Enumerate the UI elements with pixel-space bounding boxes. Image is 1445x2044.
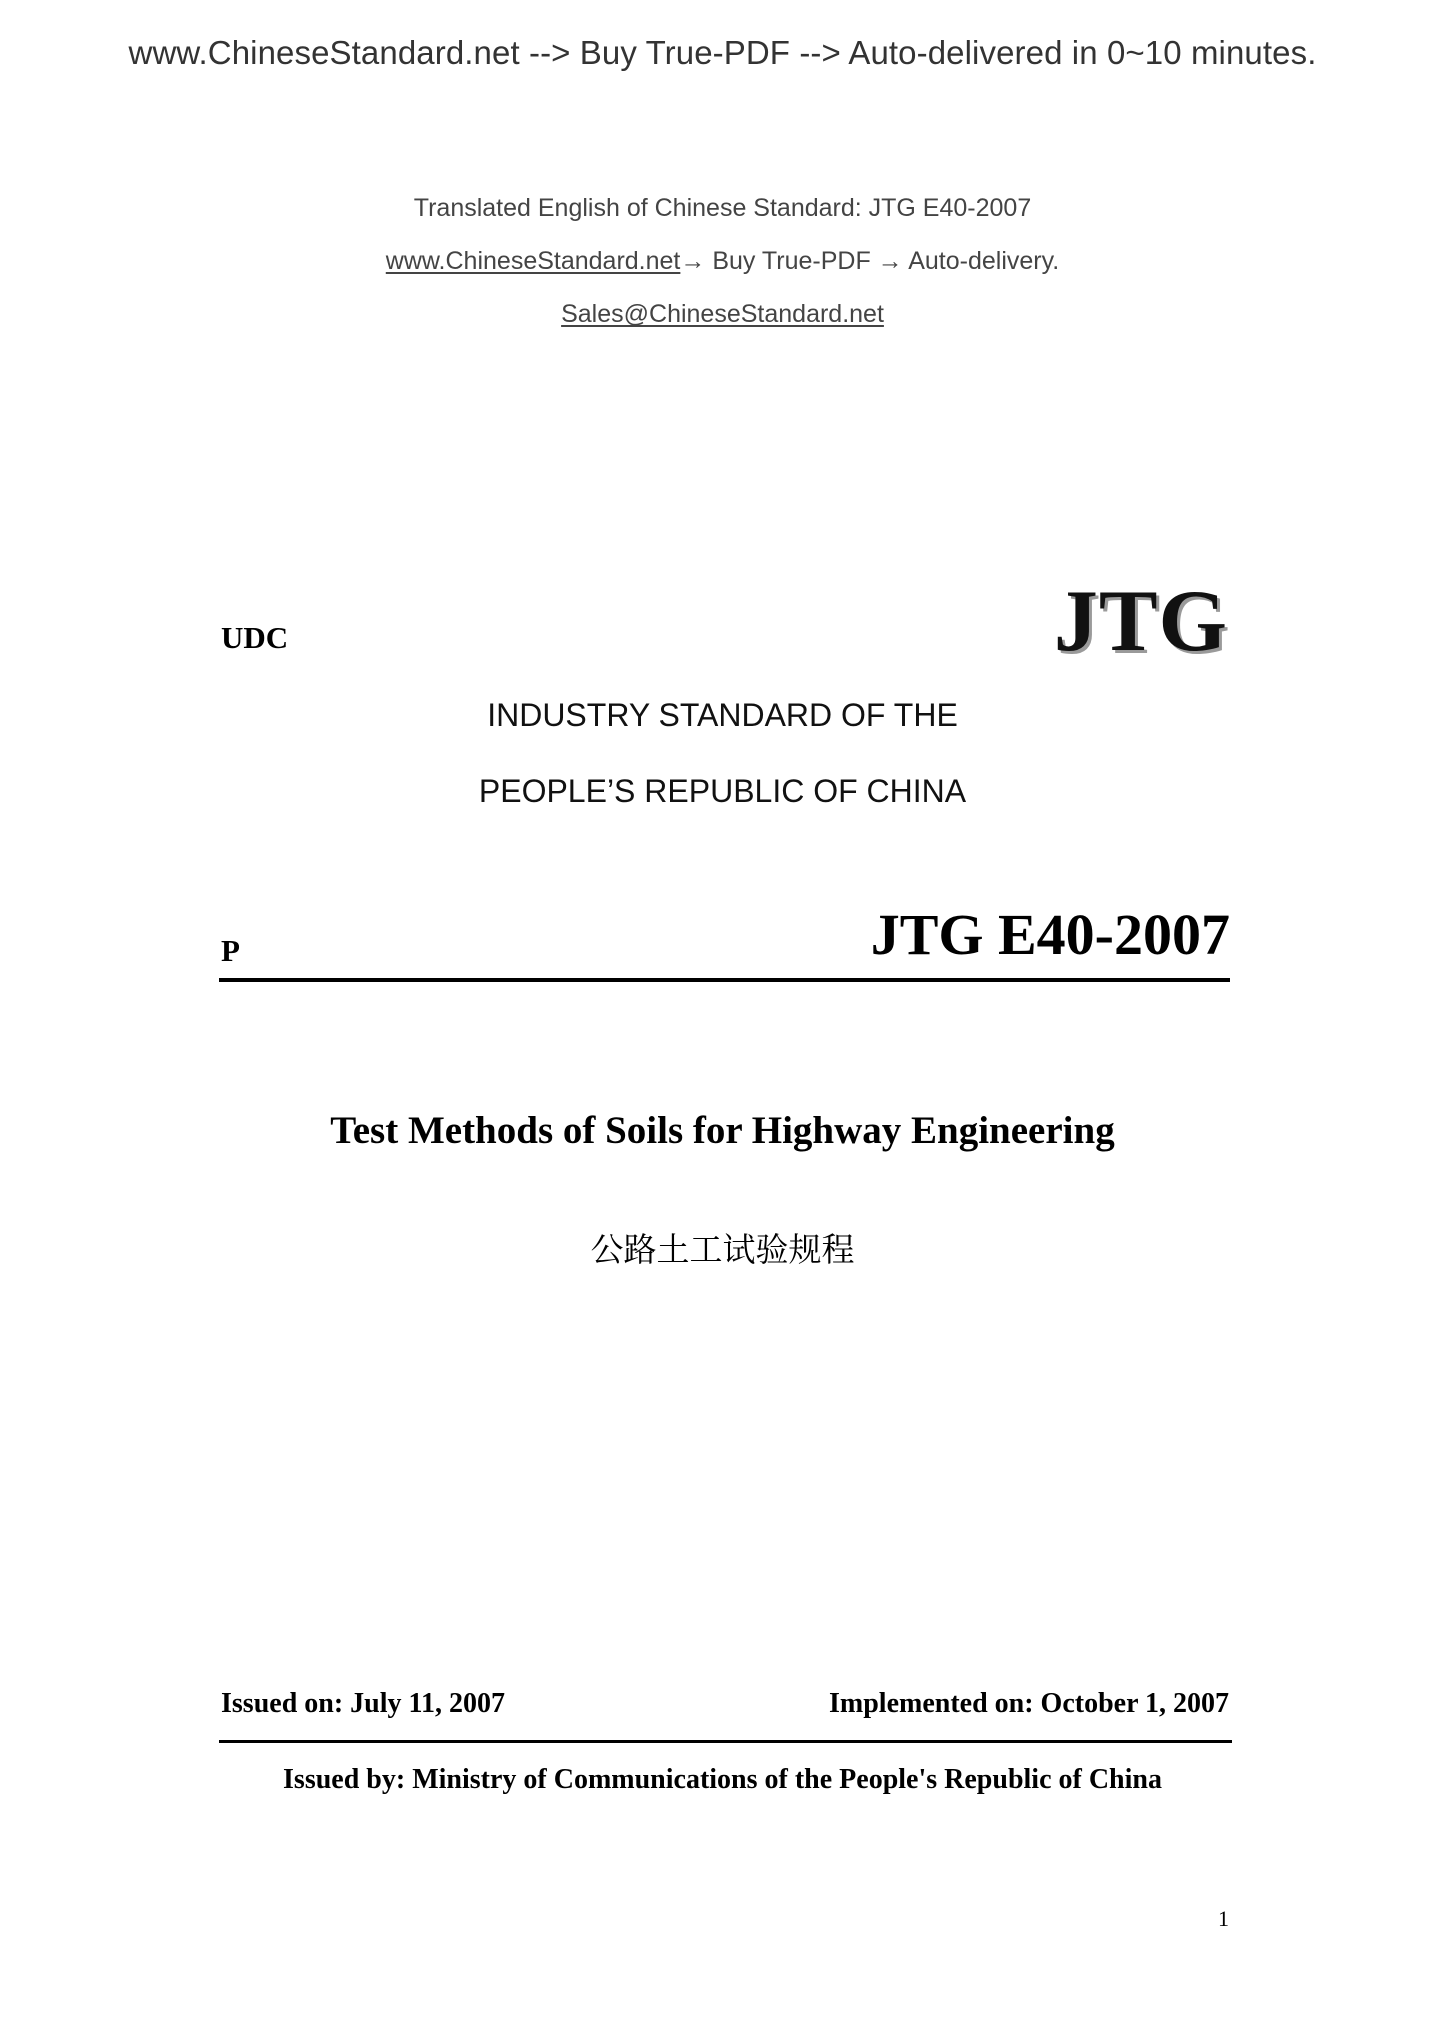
website-link[interactable]: www.ChineseStandard.net (385, 247, 681, 275)
email-line (0, 300, 1445, 329)
top-banner: www.ChineseStandard.net --> Buy True-PDF --> Auto-delivered in 0~10 minutes. (128, 34, 1317, 71)
top-divider (219, 978, 1230, 982)
buy-true-pdf-text: Buy True-PDF (705, 247, 878, 275)
purchase-line (0, 247, 1445, 276)
issued-on-date: Issued on: July 11, 2007 (221, 1688, 505, 1719)
email-link[interactable]: Sales@ChineseStandard.net (561, 300, 884, 328)
bottom-divider (219, 1740, 1232, 1743)
arrow-right-icon: → (680, 247, 706, 275)
issuing-authority: Issued by: Ministry of Communications of the People's Republic of China (283, 1764, 1162, 1795)
republic-line: PEOPLE’S REPUBLIC OF CHINA (478, 773, 967, 809)
arrow-right-icon: → (877, 247, 903, 275)
translated-standard-line: Translated English of Chinese Standard: JTG E40-2007 (413, 194, 1032, 222)
udc-label: UDC (221, 620, 289, 655)
standard-number: JTG E40-2007 (870, 902, 1230, 967)
classification-label: P (221, 933, 240, 968)
page-number: 1 (1218, 1906, 1229, 1931)
document-title-cn: 公路土工试验规程 (590, 1230, 855, 1269)
document-title-en: Test Methods of Soils for Highway Engineering (330, 1109, 1115, 1152)
implemented-on-date: Implemented on: October 1, 2007 (829, 1688, 1229, 1719)
industry-standard-line: INDUSTRY STANDARD OF THE (487, 697, 958, 733)
auto-delivery-text: Auto-delivery. (902, 247, 1060, 275)
jtg-logo: JTG (1053, 573, 1228, 670)
